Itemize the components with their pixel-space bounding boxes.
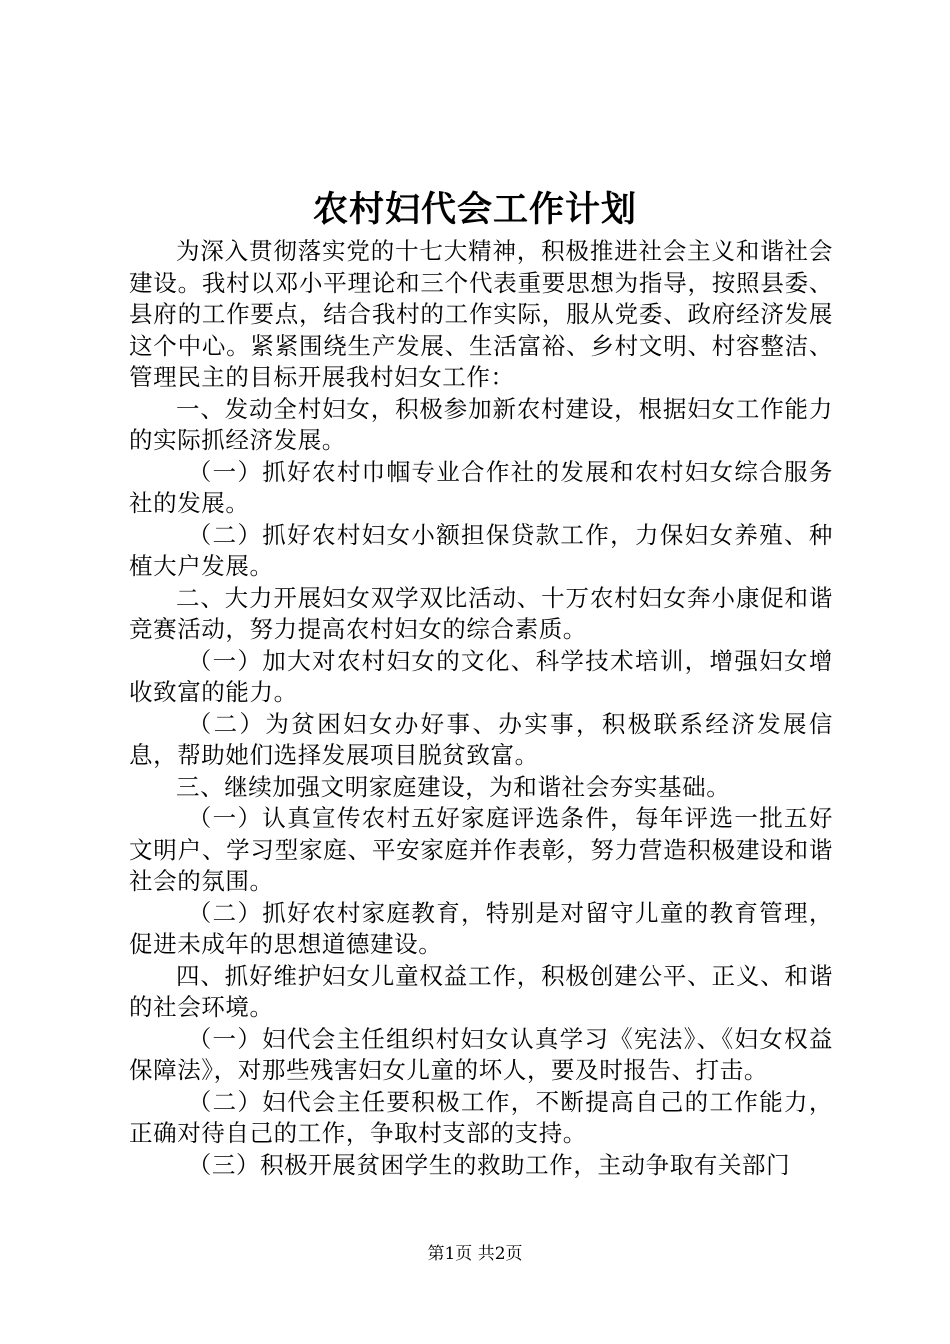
paragraph-section-3-item-1: （一）认真宣传农村五好家庭评选条件，每年评选一批五好文明户、学习型家庭、平安家庭并作表彰，努力营造积极建设和谐社会的氛围。 <box>129 804 833 895</box>
paragraph-section-1-item-2: （二）抓好农村妇女小额担保贷款工作，力保妇女养殖、种植大户发展。 <box>129 520 833 580</box>
paragraph-section-2-item-1: （一）加大对农村妇女的文化、科学技术培训，增强妇女增收致富的能力。 <box>129 646 833 706</box>
paragraph-section-4-item-1: （一）妇代会主任组织村妇女认真学习《宪法》、《妇女权益保障法》，对那些残害妇女儿童的坏人，要及时报告、打击。 <box>129 1024 833 1084</box>
paragraph-section-4-item-2: （二）妇代会主任要积极工作，不断提高自己的工作能力，正确对待自己的工作，争取村支部的支持。 <box>129 1087 833 1147</box>
paragraph-section-4-item-3: （三）积极开展贫困学生的救助工作，主动争取有关部门 <box>187 1150 791 1179</box>
paragraph-section-4: 四、抓好维护妇女儿童权益工作，积极创建公平、正义、和谐的社会环境。 <box>129 961 833 1021</box>
paragraph-section-1: 一、发动全村妇女，积极参加新农村建设，根据妇女工作能力的实际抓经济发展。 <box>129 394 833 454</box>
paragraph-section-2: 二、大力开展妇女双学双比活动、十万农村妇女奔小康促和谐竞赛活动，努力提高农村妇女的综合素质。 <box>129 583 833 643</box>
paragraph-section-3: 三、继续加强文明家庭建设，为和谐社会夯实基础。 <box>176 772 731 801</box>
document-body <box>129 236 833 1181</box>
paragraph-intro: 为深入贯彻落实党的十七大精神，积极推进社会主义和谐社会建设。我村以邓小平理论和三个代表重要思想为指导，按照县委、县府的工作要点，结合我村的工作实际，服从党委、政府经济发展这个中心。紧紧围绕生产发展、生活富裕、乡村文明、村容整洁、管理民主的目标开展我村妇女工作： <box>129 237 833 391</box>
page-number-footer: 第1页 共2页 <box>427 1244 523 1264</box>
paragraph-section-1-item-1: （一）抓好农村巾帼专业合作社的发展和农村妇女综合服务社的发展。 <box>129 457 833 517</box>
paragraph-section-3-item-2: （二）抓好农村家庭教育，特别是对留守儿童的教育管理，促进未成年的思想道德建设。 <box>129 898 833 958</box>
document-title: 农村妇代会工作计划 <box>312 189 637 230</box>
paragraph-section-2-item-2: （二）为贫困妇女办好事、办实事，积极联系经济发展信息，帮助她们选择发展项目脱贫致富。 <box>129 709 833 769</box>
